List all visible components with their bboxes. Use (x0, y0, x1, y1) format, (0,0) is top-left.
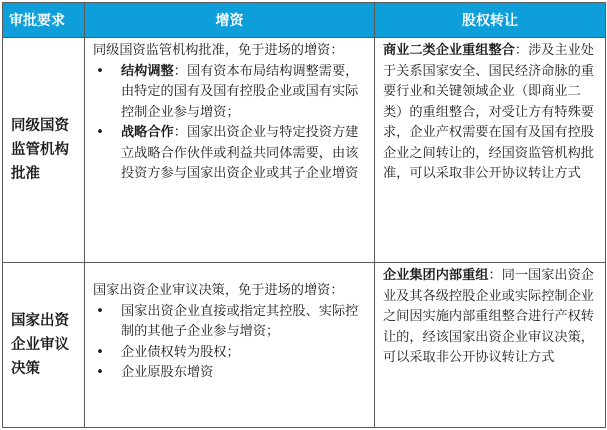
list-item (93, 343, 368, 364)
bullet-icon: • (96, 303, 104, 319)
bullet-icon: • (96, 365, 104, 380)
equity-transfer-heading: 企业集团内部重组 (383, 268, 489, 283)
item-text: 国家出资企业直接或指定其控股、实际控制的其他子企业参与增资； (121, 303, 359, 339)
approval-comparison-table (2, 2, 606, 428)
row-label-sasac-approval: 同级国资 监管机构 批准 (3, 38, 85, 263)
bullet-icon: • (96, 344, 104, 360)
capital-increase-intro: 同级国资监管机构批准，免于进场的增资： (93, 43, 344, 58)
header-capital-increase: 增资 (85, 3, 375, 38)
table-row (3, 263, 606, 428)
header-approval-requirement: 审批要求 (3, 3, 85, 38)
item-term: 结构调整 (121, 63, 174, 79)
table-header-row (3, 3, 606, 38)
item-text: 国有资本布局结构调整需要，由特定的国有及国有控股企业或国有实际控制企业参与增资； (121, 63, 359, 120)
capital-increase-intro: 国家出资企业审议决策，免于进场的增资： (93, 283, 344, 298)
capital-increase-cell (85, 38, 375, 263)
list-item (93, 302, 368, 343)
capital-increase-cell (85, 263, 375, 428)
equity-transfer-heading: 商业二类企业重组整合 (383, 43, 515, 58)
capital-increase-list (93, 302, 368, 384)
equity-transfer-cell: 企业集团内部重组：同一国家出资企业及其各级控股企业或实际控制企业之间因实施内部重组整合进行产权转让的，经该国家出资企业审议决策，可以采取非公开协议转让方式 (375, 263, 606, 428)
list-item: • 战略合作：国家出资企业与特定投资方建立战略合作伙伴或利益共同体需要，由该投资方参与国家出资企业或其子企业增资 (96, 125, 359, 181)
item-term: 战略合作 (121, 125, 174, 140)
item-text: 国家出资企业与特定投资方建立战略合作伙伴或利益共同体需要，由该投资方参与国家出资企业或其子企业增资 (121, 125, 359, 181)
bullet-icon: • (96, 63, 104, 79)
list-item: • 结构调整：国有资本布局结构调整需要，由特定的国有及国有控股企业或国有实际控制企业参与增资； (96, 63, 359, 120)
row-label-enterprise-decision: 国家出资 企业审议 决策 (3, 263, 85, 428)
item-text: 企业债权转为股权； (121, 344, 240, 360)
equity-transfer-text: 涉及主业处于关系国家安全、国民经济命脉的重要行业和关键领域企业（即商业二类）的重组整合，对受让方有特殊要求，企业产权需要在国有及国有控股企业之间转让的，经国资监管机构批准，可以采取非公开协议转让方式 (383, 43, 594, 181)
table-row (3, 38, 606, 263)
header-equity-transfer: 股权转让 (375, 3, 606, 38)
bullet-icon: • (96, 125, 104, 140)
capital-increase-list (93, 62, 368, 185)
equity-transfer-text: 同一国家出资企业及其各级控股企业或实际控制企业之间因实施内部重组整合进行产权转让的，经该国家出资企业审议决策，可以采取非公开协议转让方式 (383, 268, 594, 365)
equity-transfer-cell: 商业二类企业重组整合：涉及主业处于关系国家安全、国民经济命脉的重要行业和关键领域企业（即商业二类）的重组整合，对受让方有特殊要求，企业产权需要在国有及国有控股企业之间转让的，经国资监管机构批准，可以采取非公开协议转让方式 (375, 38, 606, 263)
item-text: 企业原股东增资 (121, 365, 214, 380)
list-item (93, 363, 368, 384)
